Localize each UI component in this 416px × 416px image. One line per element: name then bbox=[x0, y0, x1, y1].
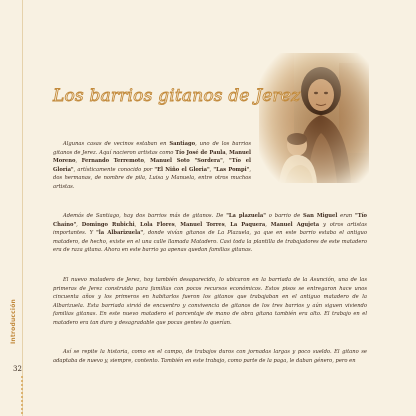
paragraph-matadero: El nuevo matadero de Jerez, hoy también desaparecido, lo ubicaron en la barriada de la Asunción, una de las primeras de Jerez construida para familias con pocos recursos económicos. Estos pisos se entregaron hace unos cincuenta años y los primeros en habitarlos fueron los gitanos que trabajaban en el antiguo matadero de la Albarizuela. Esta barriada sirvió de encuentro y convivencia de gitanos de los tres barrios y aún siguen viviendo familias gitanas. En este nuevo matadero el porcentaje de mano de obra gitana también era alto. El trabajo en el matadero era tan duro y desagradable que pocas gentes lo querían. bbox=[53, 277, 367, 326]
page-number: 32 bbox=[13, 365, 22, 373]
sidebar-rule bbox=[22, 0, 23, 416]
chapter-title: Los barrios gitanos de Jerez bbox=[53, 86, 301, 106]
sidebar-dotted-ornament bbox=[20, 375, 24, 416]
sepia-photo-of-woman-and-child-icon bbox=[259, 53, 369, 183]
paragraph-historia: Así se repite la historia, como en el campo, de trabajos duros con jornadas largas y poco sueldo. El gitano se adaptaba de nuevo y, siempre, contento. También en este trabajo, como parte de la paga, le daban género, pero en bbox=[53, 349, 367, 364]
section-label: Introducción bbox=[10, 299, 17, 344]
paragraph-plazuela: Además de Santiago, hay dos barrios más de gitanos. De "La plazuela" o barrio de San Miguel eran "Tío Chaíno", Domingo Rubichi, Lola Flores, Manuel Torres, La Paquera, Manuel Agujeta y otros artistas importantes. Y "la Albarizuela", donde vivían gitanos de La Plazuela, ya que en este barrio estaba el antiguo matadero, de hecho, existe en el una calle llamada Matadero. Casi toda la plantilla de trabajadores de este matadero era de raza gitana. Ahora en este barrio ya apenas quedan familias gitanas. bbox=[53, 213, 368, 254]
paragraph-santiago: Algunas casas de vecinos estaban en Santiago, uno de los barrios gitanos de Jerez. Aquí nacieron artistas como Tío José de Paula, Manuel Moreno, Fernando Terremoto, Manuel Soto "Sordera", "Tío el Gloria", artísticamente conocido por "El Niño el Gloria", "Las Pompi", dos hermanas, de nombre de pila, Luisa y Manuela, entre otros muchos artistas. bbox=[53, 141, 252, 190]
